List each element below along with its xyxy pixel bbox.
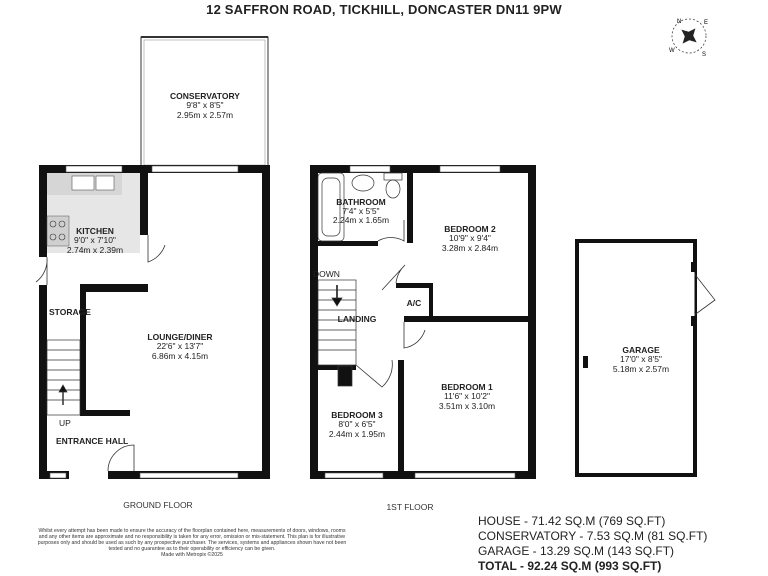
lounge-imperial: 22'6" x 13'7" [156, 341, 204, 351]
area-total: TOTAL - 92.24 SQ.M (993 SQ.FT) [478, 559, 662, 573]
garage-metric: 5.18m x 2.57m [612, 364, 670, 374]
bedroom1-metric: 3.51m x 3.10m [438, 401, 496, 411]
garage-name: GARAGE [622, 345, 660, 355]
up-label: UP [59, 418, 71, 428]
storage-label: STORAGE [49, 307, 91, 317]
bedroom3-name: BEDROOM 3 [331, 410, 383, 420]
kitchen-metric: 2.74m x 2.39m [66, 245, 124, 255]
bedroom1-name: BEDROOM 1 [441, 382, 493, 392]
first-floor-label: 1ST FLOOR [386, 502, 434, 512]
lounge-name: LOUNGE/DINER [147, 332, 213, 342]
down-label: DOWN [313, 269, 340, 279]
made-with-metropix: Made with Metropix ©2025 [161, 552, 223, 558]
room-label-lounge [147, 332, 212, 361]
bedroom3-imperial: 8'0" x 6'5" [338, 419, 376, 429]
bedroom2-metric: 3.28m x 2.84m [441, 243, 499, 253]
compass-letter-s: S [702, 52, 707, 58]
area-conservatory: CONSERVATORY - 7.53 SQ.M (81 SQ.FT) [478, 529, 708, 543]
room-label-bedroom2 [442, 224, 498, 253]
room-label-bedroom3 [329, 410, 385, 439]
area-house: HOUSE - 71.42 SQ.M (769 SQ.FT) [478, 514, 666, 528]
compass-letter-n: N [677, 19, 682, 25]
disclaimer-body: Whilst every attempt has been made to ensure the accuracy of the floorplan contained here, measurements of doors, windows, rooms and any other items are approximate and no responsibility is taken for any error, omission or mis-statement. This plan is for illustrative purposes only and should be used as such by any prospective purchaser. The services, systems and appliances shown have not been tested and no guarantee as to their operability or efficiency can be given. [37, 528, 347, 552]
conservatory-name: CONSERVATORY [170, 91, 240, 101]
property-address-title: 12 SAFFRON ROAD, TICKHILL, DONCASTER DN11 9PW [206, 2, 562, 17]
area-garage: GARAGE - 13.29 SQ.M (143 SQ.FT) [478, 544, 675, 558]
lounge-metric: 6.86m x 4.15m [151, 351, 209, 361]
kitchen-name: KITCHEN [76, 226, 114, 236]
entrance-hall-label: ENTRANCE HALL [56, 436, 129, 446]
room-label-bedroom1 [439, 382, 495, 411]
room-label-garage [613, 345, 669, 374]
compass-letter-w: W [669, 48, 675, 54]
bedroom3-metric: 2.44m x 1.95m [328, 429, 386, 439]
landing-label: LANDING [337, 314, 377, 324]
ground-floor-label: GROUND FLOOR [123, 500, 193, 510]
garage-imperial: 17'0" x 8'5" [620, 354, 662, 364]
first-floor-stairs [318, 280, 356, 386]
bedroom2-name: BEDROOM 2 [444, 224, 496, 234]
ground-floor-stairs [47, 340, 80, 415]
disclaimer-text [36, 528, 348, 558]
bathroom-metric: 2.24m x 1.65m [332, 215, 390, 225]
bathroom-name: BATHROOM [336, 197, 386, 207]
ac-label: A/C [406, 298, 422, 308]
compass-letter-e: E [704, 20, 709, 26]
conservatory-imperial: 9'8" x 8'5" [186, 100, 224, 110]
conservatory-metric: 2.95m x 2.57m [176, 110, 234, 120]
bedroom2-imperial: 10'9" x 9'4" [449, 233, 491, 243]
kitchen-imperial: 9'0" x 7'10" [74, 235, 116, 245]
bathroom-imperial: 7'4" x 5'5" [342, 206, 380, 216]
bedroom1-imperial: 11'6" x 10'2" [444, 391, 490, 401]
